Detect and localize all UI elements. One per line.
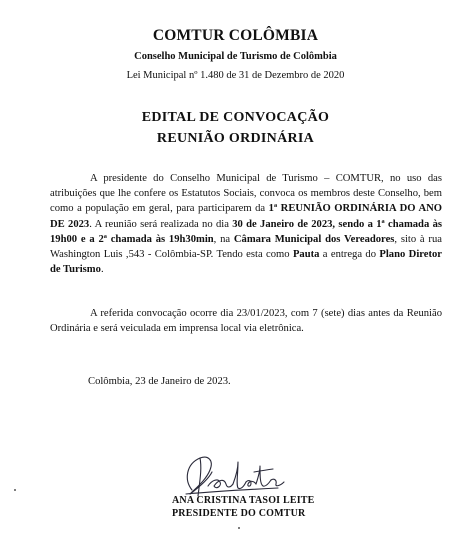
- meeting-venue-bold: Câmara Municipal dos Vereadores: [233, 233, 395, 245]
- paragraph-text: , na: [213, 233, 234, 245]
- convocation-paragraph: [50, 171, 442, 277]
- meeting-title: REUNIÃO ORDINÁRIA: [156, 131, 315, 146]
- council-name: Conselho Municipal de Turismo de Colômbia: [134, 51, 337, 62]
- paragraph-text: A presidente do Conselho Municipal de Turismo – COMTUR, no uso das atribuições que lhe confere os Estatutos Sociais, convoca os membros deste Conselho, bem como a população em geral, para participarem da: [50, 173, 442, 215]
- paragraph-text: . A reunião será realizada no dia: [89, 218, 233, 230]
- signer-name: ANA CRISTINA TASOI LEITE: [172, 495, 315, 506]
- meeting-name-bold: 1ª REUNIÃO ORDINÁRIA DO ANO DE 2023: [50, 203, 442, 230]
- signer-role: PRESIDENTE DO COMTUR: [172, 508, 306, 519]
- date-line: Colômbia, 23 de Janeiro de 2023.: [88, 376, 231, 387]
- scan-speck: [14, 489, 16, 491]
- paragraph-text: , sito à rua Washington Luis ,543 - Colômbia-SP. Tendo esta como: [50, 233, 442, 261]
- organization-title: COMTUR COLÔMBIA: [152, 27, 319, 44]
- law-reference: Lei Municipal nº 1.480 de 31 de Dezembro de 2020: [126, 70, 345, 81]
- agenda-item-bold: Plano Diretor de Turismo: [50, 249, 442, 276]
- meeting-date-bold: 30 de Janeiro de 2023, sendo a 1ª chamada às 19h00 e a 2ª chamada às 19h30min: [50, 218, 442, 245]
- paragraph-text: a entrega do: [319, 249, 380, 261]
- publication-paragraph: A referida convocação ocorre dia 23/01/2023, com 7 (sete) dias antes da Reunião Ordinária e será veiculada em imprensa local via eletrônica.: [50, 307, 442, 334]
- scan-speck: [238, 527, 240, 529]
- notice-title: EDITAL DE CONVOCAÇÃO: [141, 110, 330, 125]
- agenda-label-bold: Pauta: [292, 249, 320, 261]
- paragraph-text: .: [100, 264, 104, 276]
